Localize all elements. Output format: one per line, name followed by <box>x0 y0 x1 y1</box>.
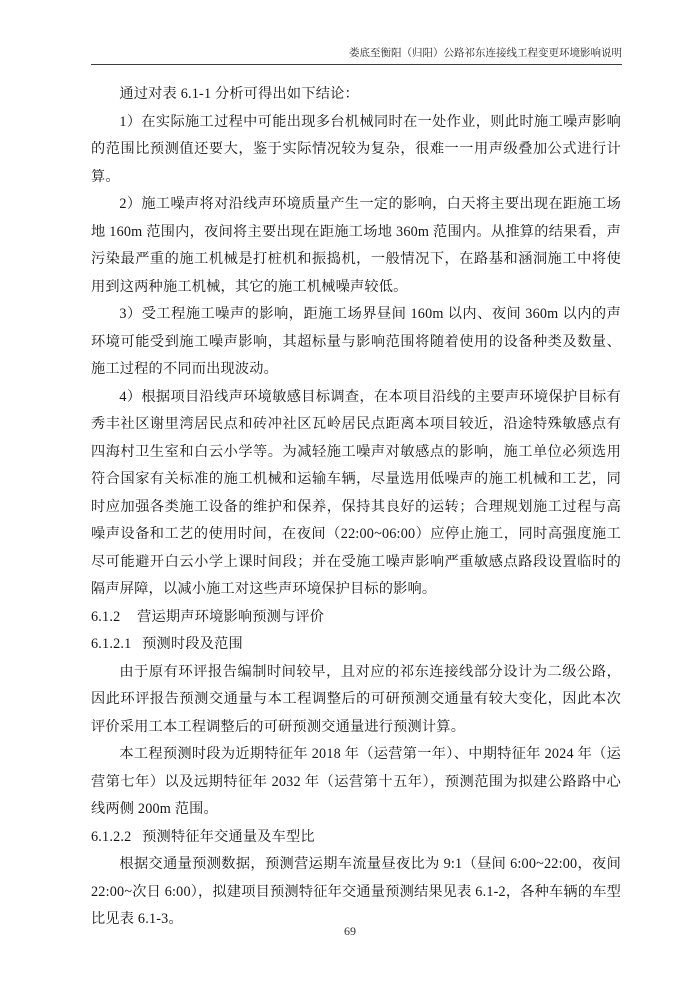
paragraph-conclusion-4: 4）根据项目沿线声环境敏感目标调查，在本项目沿线的主要声环境保护目标有秀丰社区谢里湾居民点和砖冲社区瓦岭居民点距离本项目较近，沿途特殊敏感点有四海村卫生室和白云小学等。为减轻施工噪声对敏感点的影响，施工单位必须选用符合国家有关标准的施工机械和运输车辆，尽量选用低噪声的施工机械和工艺，同时应加强各类施工设备的维护和保养，保持其良好的运转；合理规划施工过程与高噪声设备和工艺的使用时间，在夜间（22:00~06:00）应停止施工，同时高强度施工尽可能避开白云小学上课时间段；并在受施工噪声影响严重敏感点路段设置临时的隔声屏障，以减小施工对这些声环境保护目标的影响。 <box>91 388 621 597</box>
section-number-6-1-2: 6.1.2 <box>91 608 121 625</box>
page-number: 69 <box>344 924 356 938</box>
paragraph-intro: 通过对表 6.1-1 分析可得出如下结论： <box>119 86 359 102</box>
section-title-6-1-2-1: 预测时段及范围 <box>142 636 243 652</box>
paragraph-conclusion-2: 2）施工噪声将对沿线声环境质量产生一定的影响，白天将主要出现在距施工场地 160m 范围内，夜间将主要出现在距施工场地 360m 范围内。从推算的结果看，声污染最严重的施工机械是打桩机和振捣机，一般情况下，在路基和涵洞施工中将使用到这两种施工机械，其它的施工机械噪声较低。 <box>91 196 621 295</box>
section-heading-6-1-2-1 <box>91 631 621 659</box>
paragraph-prediction-years: 本工程预测时段为近期特征年 2018 年（运营第一年）、中期特征年 2024 年（运营第七年）以及远期特征年 2032 年（运营第十五年），预测范围为拟建公路路中心线两侧 200m 范围。 <box>91 746 621 817</box>
section-heading-6-1-2 <box>91 604 621 632</box>
section-number-6-1-2-2: 6.1.2.2 <box>91 828 132 845</box>
paragraph-conclusion-3: 3）受工程施工噪声的影响，距施工场界昼间 160m 以内、夜间 360m 以内的声环境可能受到施工噪声影响，其超标量与影响范围将随着使用的设备种类及数量、施工过程的不同而出现波动。 <box>91 306 621 377</box>
section-heading-6-1-2-2 <box>91 824 621 852</box>
section-title-6-1-2: 营运期声环境影响预测与评价 <box>137 608 325 625</box>
section-number-6-1-2-1: 6.1.2.1 <box>91 636 132 652</box>
document-body <box>91 81 621 934</box>
paragraph-conclusion-1: 1）在实际施工过程中可能出现多台机械同时在一处作业，则此时施工噪声影响的范围比预测值还要大，鉴于实际情况较为复杂，很难一一用声级叠加公式进行计算。 <box>91 113 621 185</box>
section-title-6-1-2-2: 预测特征年交通量及车型比 <box>142 828 315 845</box>
paragraph-traffic-ratio: 根据交通量预测数据，预测营运期车流量昼夜比为 9:1（昼间 6:00~22:00，夜间 22:00~次日 6:00），拟建项目预测特征年交通量预测结果见表 6.1-2，各种车辆的车型比见表 6.1-3。 <box>91 856 621 927</box>
running-header-title: 娄底至衡阳（归阳）公路祁东连接线工程变更环境影响说明 <box>91 47 622 65</box>
paragraph-prediction-basis: 由于原有环评报告编制时间较早，且对应的祁东连接线部分设计为二级公路，因此环评报告预测交通量与本工程调整后的可研预测交通量有较大变化，因此本次评价采用工本工程调整后的可研预测交通量进行预测计算。 <box>91 663 621 735</box>
